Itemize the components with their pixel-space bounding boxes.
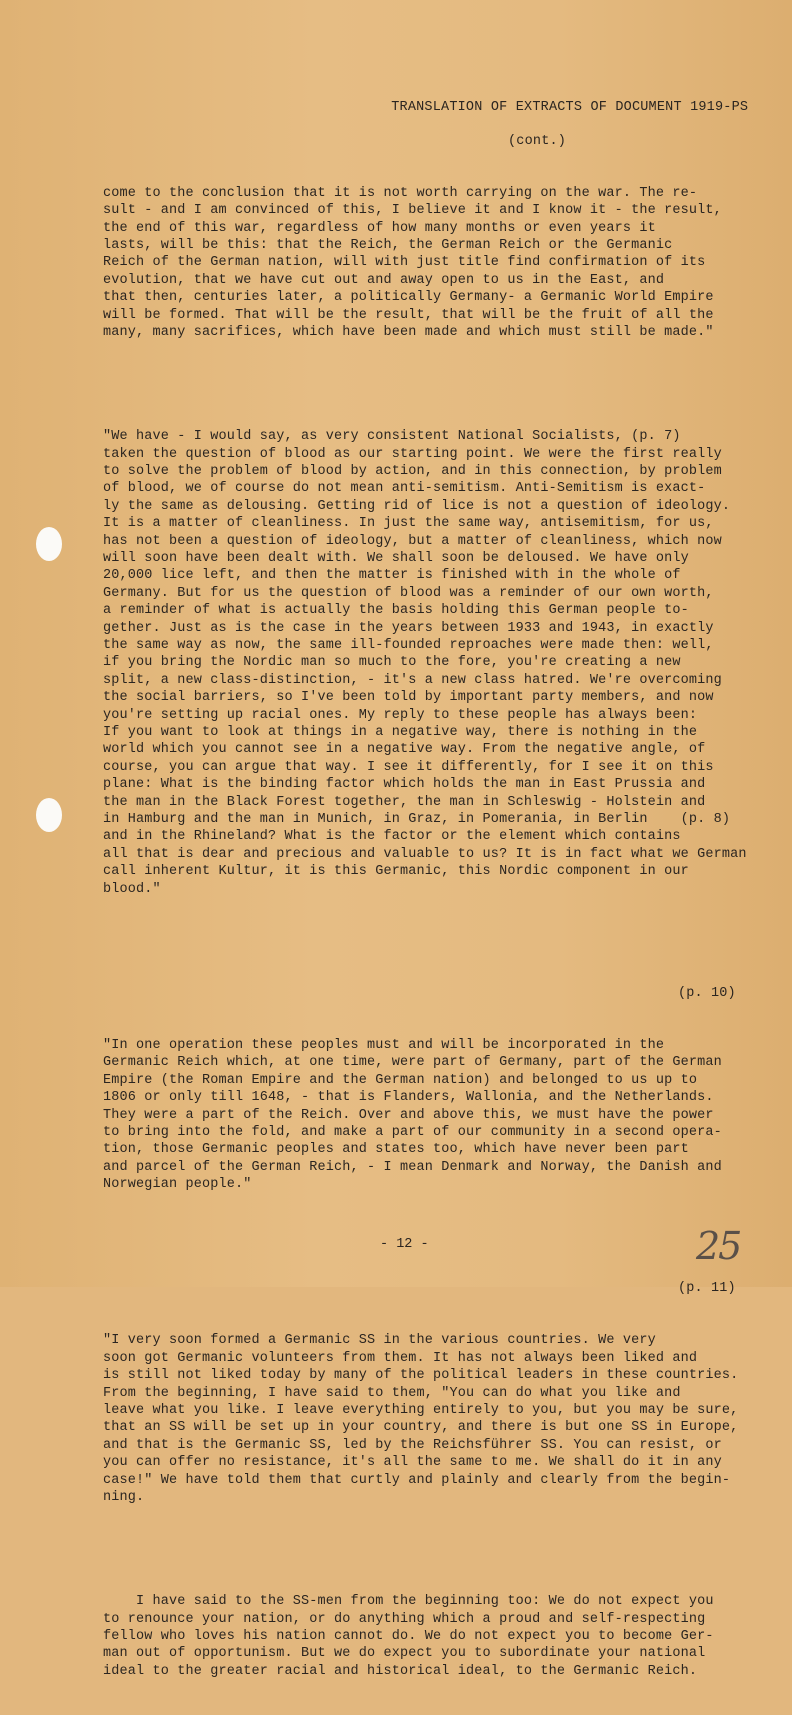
page-number-footer: - 12 - <box>380 1237 429 1252</box>
paragraph-1: come to the conclusion that it is not worth carrying on the war. The re- sult - and I am convinced of this, I believe it and I know it - the result, the end of this war, regardless of how many months or even years it lasts, will be this: that the Reich, the German Reich or the Germanic Reich of the German nation, will with just title find confirmation of its evolution, that we have cut out and away open to us in the East, and that then, centuries later, a politically Germany- a Germanic World Empire will be formed. That will be the result, that will be the fruit of all the many, many sacrifices, which have been made and which must still be made." <box>103 185 722 341</box>
page-reference: (p. 10) <box>678 985 736 1001</box>
document-body <box>103 150 753 1715</box>
document-subtitle: (cont.) <box>508 134 567 149</box>
paragraph-2: "We have - I would say, as very consistent National Socialists, (p. 7) taken the question of blood as our starting point. We were the first really to solve the problem of blood by action, and in this connection, by problem of blood, we of course do not mean anti-semitism. Anti-Semitism is exact- ly the same as delousing. Getting rid of lice is not a question of ideology. It is a matter of cleanliness. In just the same way, antisemitism, for us, has not been a question of ideology, but a matter of cleanliness, which now will soon have been dealt with. We shall soon be deloused. We have only 20,000 lice left, and then the matter is finished with in the whole of Germany. But for us the question of blood was a reminder of our own worth, a reminder of what is actually the basis holding this German people to- gether. Just as is the case in the years between 1933 and 1943, in exactly the same way as now, the same ill-founded reproaches were made then: well, if you bring the Nordic man so much to the fore, you're creating a new split, a new class-distinction, - it's a new class hatred. We're overcoming the social barriers, so I've been told by important party members, and now you're setting up racial ones. My reply to these people has always been: If you want to look at things in a negative way, there is nothing in the world which you cannot see in a negative way. From the negative angle, of course, you can argue that way. I see it differently, for I see it on this plane: What is the binding factor which holds the man in East Prussia and the man in the Black Forest together, the man in Schleswig - Holstein and in Hamburg and the man in Munich, in Graz, in Pomerania, in Berlin (p. 8) and in the Rhineland? What is the factor or the element which contains all that is dear and precious and valuable to us? It is in fact what we German call inherent Kultur, it is this Germanic, this Nordic component in our blood." <box>103 429 747 897</box>
punch-hole <box>36 527 62 561</box>
punch-hole <box>36 798 62 832</box>
paragraph-5: I have said to the SS-men from the beginning too: We do not expect you to renounce your nation, or do anything which a proud and self-respecting fellow who loves his nation cannot do. We do not expect you to become Ger- man out of opportunism. But we do expect you to subordinate your national ideal to the greater racial and historical ideal, to the Germanic Reich. <box>103 1594 714 1679</box>
paragraph-3: "In one operation these peoples must and will be incorporated in the Germanic Reich which, at one time, were part of Germany, part of the German Empire (the Roman Empire and the German nation) and belonged to us up to 1806 or only till 1648, - that is Flanders, Wallonia, and the Netherlands. They were a part of the Reich. Over and above this, we must have the power to bring into the fold, and make a part of our community in a second opera- tion, those Germanic peoples and states too, which have never been part and parcel of the German Reich, - I mean Denmark and Norway, the Danish and Norwegian people." <box>103 1037 722 1193</box>
paragraph-4: "I very soon formed a Germanic SS in the various countries. We very soon got Germanic volunteers from them. It has not always been liked and is still not liked today by many of the political leaders in these countries. From the beginning, I have said to them, "You can do what you like and leave what you like. I leave everything entirely to you, but you may be sure, that an SS will be set up in your country, and there is but one SS in Europe, and that is the Germanic SS, led by the Reichsführer SS. You can resist, or you can offer no resistance, it's all the same to me. We shall do it in any case!" We have told them that curtly and plainly and clearly from the begin- ning. <box>103 1333 739 1506</box>
handwritten-page-number: 25 <box>696 1224 741 1268</box>
page-reference: (p. 11) <box>678 1281 736 1297</box>
document-title: TRANSLATION OF EXTRACTS OF DOCUMENT 1919-PS <box>391 100 749 115</box>
